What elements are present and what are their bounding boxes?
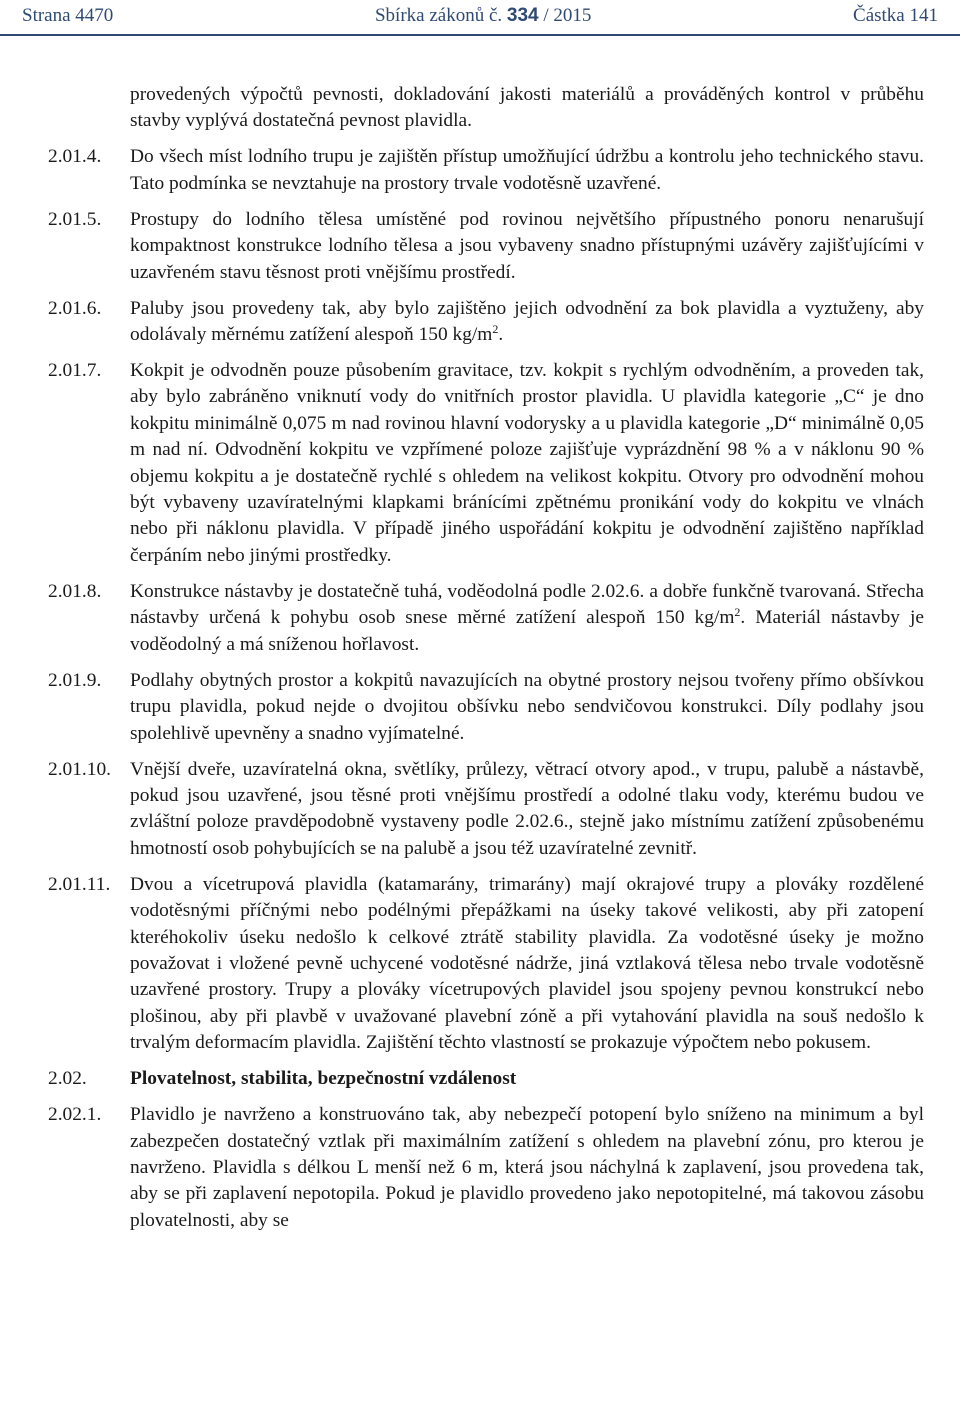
section-text: Vnější dveře, uzavíratelná okna, světlíky, průlezy, větrací otvory apod., v trupu, palubě a nástavbě, pokud jsou uzavřené, jsou těsné proti vnějšímu prostředí a odolné tlaku vody, kterému budou ve zvláštní poloze pravděpodobně vystaveny podle 2.02.6., stejně jako místnímu zatížení způsobenému hmotností osob pohybujících se na palubě a jsou též uzavíratelné zevnitř. [130,758,924,859]
collection-number: 334 [506,5,539,26]
section-2-01-4 [48,144,924,197]
section-text: Dvou a vícetrupová plavidla (katamarány, trimarány) mají okrajové trupy a plováky rozdělené vodotěsnými příčnými nebo podélnými přepážkami na úseky takové velikosti, aby při zatopení kteréhokoliv úseku nedošlo k celkové ztrátě stability plavidla. Za vodotěsné úseky je možno považovat i vložené pevně uchycené vodotěsné nádrže, jiná vztlaková tělesa nebo trvale vodotěsně uzavřené prostory. Trupy a plováky vícetrupových plavidel jsou spojeny pevnou konstrukcí nebo plošinou, aby při plavbě v uvažované plavební zóně a při vytahování plavidla na souš nedošlo k trvalým deformacím plavidla. Zajištění těchto vlastností se prokazuje výpočtem nebo pokusem. [130,873,924,1054]
header-rule [0,34,960,36]
collection-title [375,5,591,27]
section-2-01-9 [48,668,924,747]
section-number: 2.01.8. [48,580,102,602]
section-text: Paluby jsou provedeny tak, aby bylo zajištěno jejich odvodnění za bok plavidla a vyztuženy, aby odolávaly měrnému zatížení alespoň 150 $kg/m^2$. [130,297,924,346]
section-heading: Plovatelnost, stabilita, bezpečnostní vzdálenost [130,1068,517,1090]
section-number: 2.01.11. [48,873,111,895]
section-number: 2.02.1. [48,1104,102,1126]
section-2-01-11 [48,872,924,1057]
section-text: Konstrukce nástavby je dostatečně tuhá, voděodolná podle 2.02.6. a dobře funkčně tvarovaná. Střecha nástavby určená k pohybu osob snese měrné zatížení alespoň 150 $kg/m^2$. Materiál nástavby je voděodolný a má sníženou hořlavost. [130,580,924,655]
document-body [48,82,924,1244]
section-2-02-1 [48,1102,924,1234]
section-text: Kokpit je odvodněn pouze působením gravitace, tzv. kokpit s rychlým odvodněním, a proveden tak, aby bylo zabráněno vniknutí vody do vnitřních prostor plavidla. U plavidla kategorie „C“ je dno kokpitu minimálně 0,075 m nad rovinou hlavní vodorysky a u plavidla kategorie „D“ minimálně 0,05 m nad ní. Odvodnění kokpitu ve vzpřímené poloze zajišťuje vyprázdnění 98 % a v náklonu 90 % objemu kokpitu a je dostatečně rychlé s ohledem na velikost kokpitu. Otvory pro odvodnění mohou být vybaveny uzavíratelnými klapkami bránícími zpětnému pronikání vody do kokpitu ve vlnách nebo při náklonu plavidla. V případě jiného uspořádání kokpitu je odvodnění zajištěno například čerpáním nebo jinými prostředky. [130,360,924,566]
section-number: 2.01.5. [48,208,102,230]
section-number: 2.01.7. [48,360,102,382]
superscript: 2 [492,322,499,337]
section-heading-2-02 [48,1066,924,1092]
section-text: Plavidlo je navrženo a konstruováno tak, aby nebezpečí potopení bylo sníženo na minimum a byl zabezpečen dostatečný vztlak při maximálním zatížení s ohledem na plavební zónu, pro kterou je navrženo. Plavidla s délkou L menší než 6 m, která jsou náchylná k zaplavení, jsou provedena tak, aby se při zaplavení nepotopila. Pokud je plavidlo provedeno jako nepotopitelné, má takovou zásobu plovatelnosti, aby se [130,1104,924,1231]
collection-year: / 2015 [543,5,592,26]
continuation-paragraph: provedených výpočtů pevnosti, dokladování jakosti materiálů a prováděných kontrol v průběhu stavby vyplývá dostatečná pevnost plavidla. [130,84,924,132]
section-text: Prostupy do lodního tělesa umístěné pod rovinou největšího přípustného ponoru nenarušují kompaktnost konstrukce lodního tělesa a jsou vybaveny snadno přístupnými uzávěry zajišťujícími v uzavřeném stavu těsnost proti vnějšímu prostředí. [130,208,924,283]
section-text: Do všech míst lodního trupu je zajištěn přístup umožňující údržbu a kontrolu jeho technického stavu. Tato podmínka se nevztahuje na prostory trvale vodotěsně uzavřené. [130,146,924,194]
section-2-01-7 [48,358,924,569]
page-number: Strana 4470 [22,5,114,26]
section-number: 2.02. [48,1068,87,1090]
section-number: 2.01.10. [48,758,112,780]
section-2-01-8 [48,579,924,658]
section-number: 2.01.9. [48,669,102,691]
section-number: 2.01.4. [48,146,102,168]
section-number: 2.01.6. [48,297,102,319]
page-header [22,3,938,29]
section-2-01-10 [48,757,924,863]
issue-number: Částka 141 [853,5,938,26]
section-2-01-5 [48,207,924,286]
collection-prefix: Sbírka zákonů č. [374,5,503,26]
superscript: 2 [734,605,741,620]
section-2-01-6 [48,296,924,349]
section-text: Podlahy obytných prostor a kokpitů navazujících na obytné prostory nejsou tvořeny přímo obšívkou trupu plavidla, pokud nejde o dvojitou obšívku nebo sendvičovou konstrukci. Díly podlahy jsou spolehlivě upevněny a snadno vyjímatelné. [130,669,924,744]
